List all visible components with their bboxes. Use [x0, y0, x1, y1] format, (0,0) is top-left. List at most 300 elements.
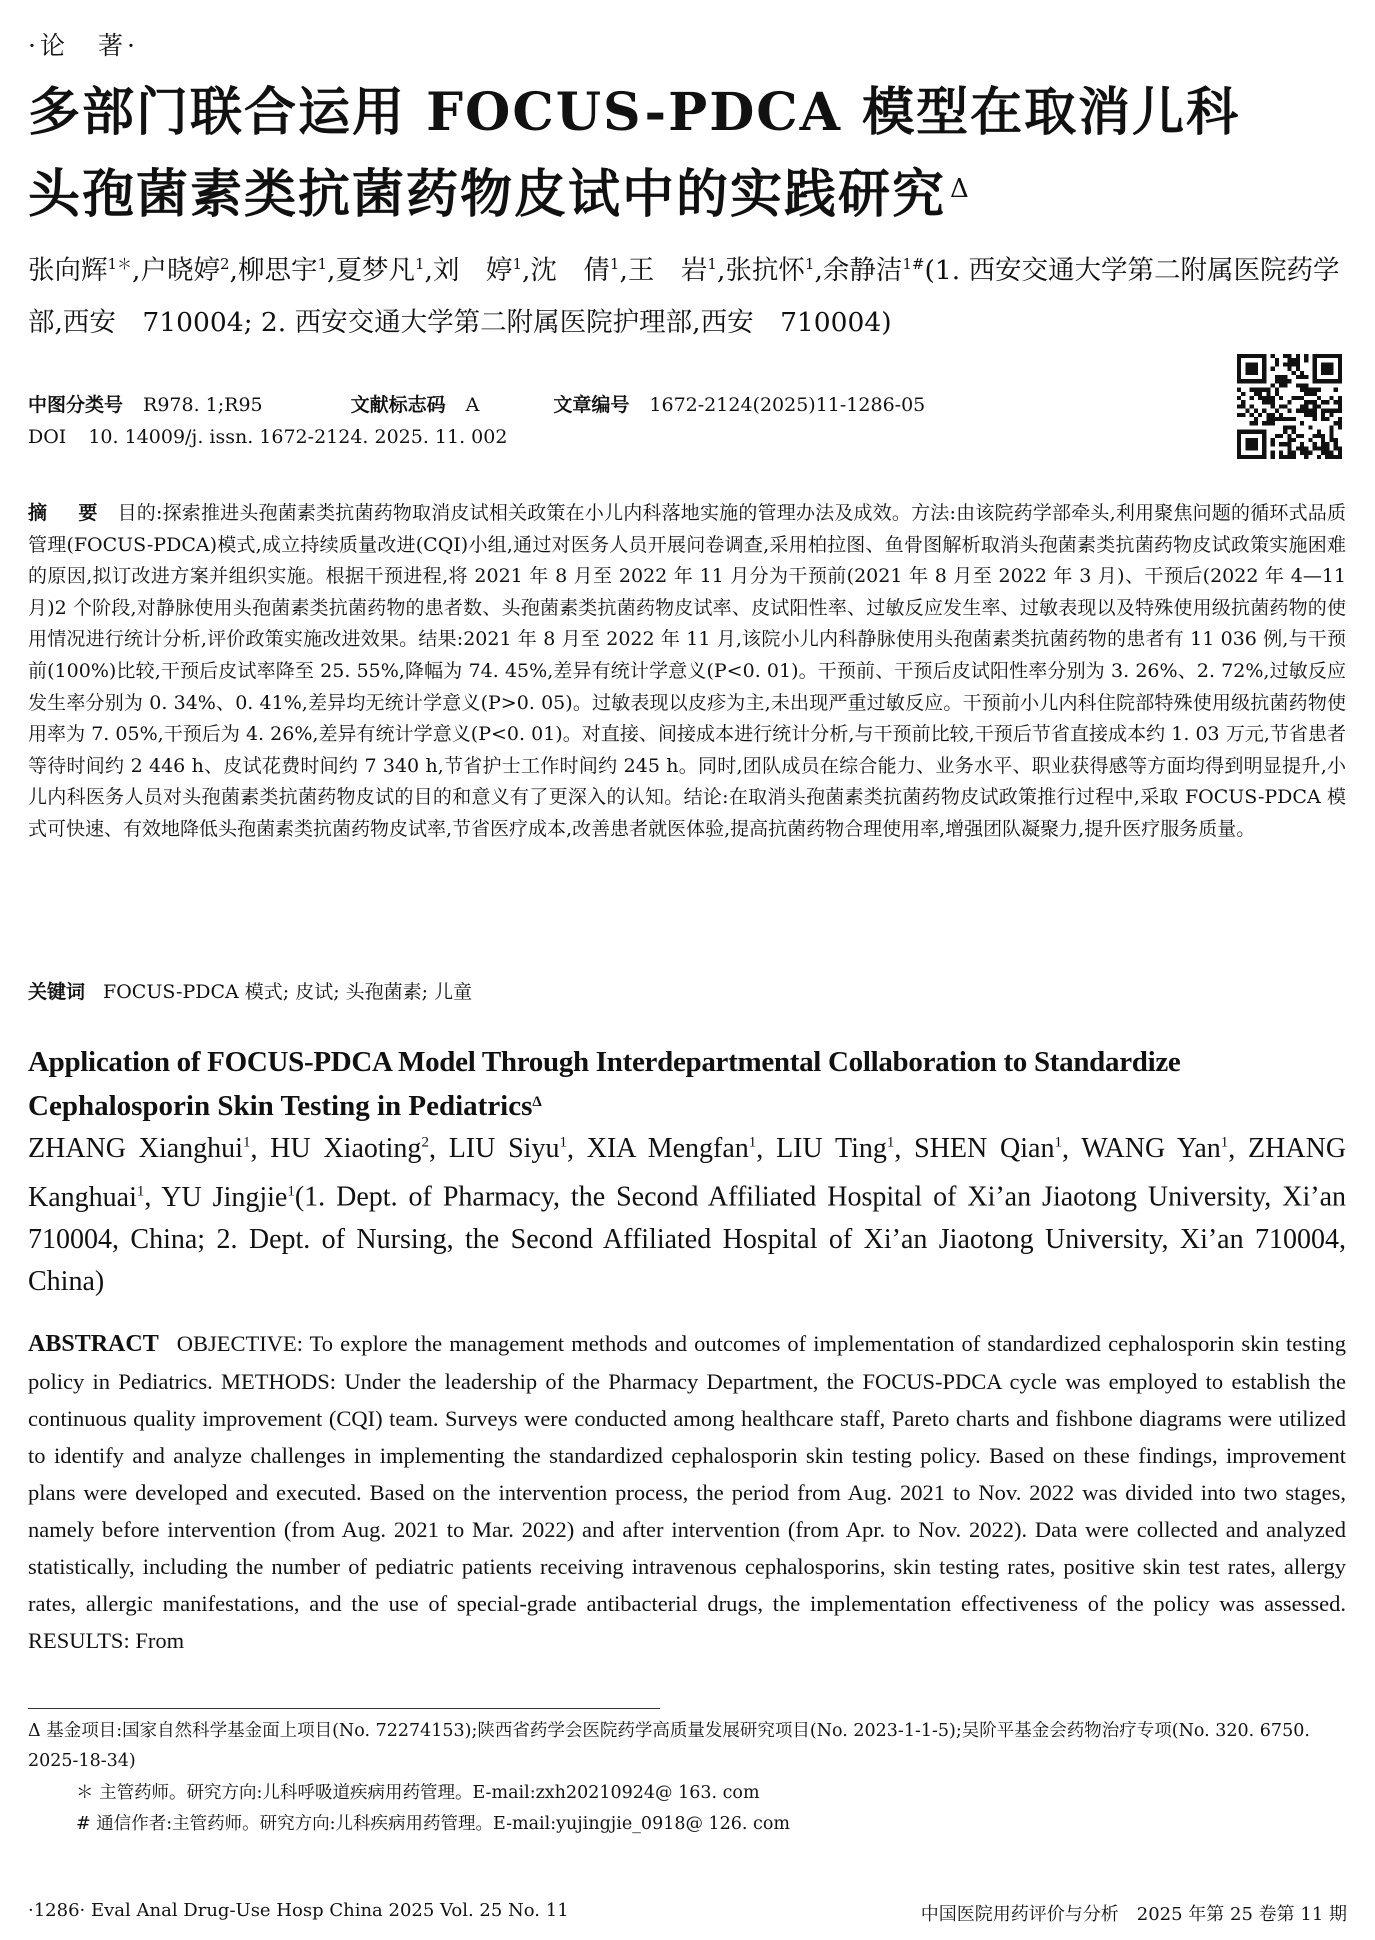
- qr-module: [1283, 417, 1287, 421]
- qr-module: [1313, 434, 1317, 438]
- qr-module: [1296, 434, 1300, 438]
- author-name: 夏梦凡: [335, 254, 415, 286]
- author-sup: 1: [748, 1135, 757, 1151]
- qr-module: [1338, 375, 1342, 379]
- author-name: 张向辉: [28, 254, 108, 286]
- qr-module: [1304, 451, 1308, 455]
- qr-module: [1250, 379, 1254, 383]
- qr-module: [1325, 379, 1329, 383]
- qr-module: [1321, 438, 1325, 442]
- qr-module: [1317, 455, 1321, 459]
- qr-module: [1300, 371, 1304, 375]
- qr-module: [1338, 421, 1342, 425]
- qr-module: [1292, 396, 1296, 400]
- qr-module: [1321, 354, 1325, 358]
- qr-module: [1321, 409, 1325, 413]
- qr-module: [1292, 430, 1296, 434]
- qr-module: [1271, 417, 1275, 421]
- author-en-5: [776, 1133, 894, 1164]
- qr-module: [1266, 400, 1270, 404]
- qr-module: [1254, 409, 1258, 413]
- qr-module: [1237, 358, 1241, 362]
- qr-module: [1279, 442, 1283, 446]
- abstract-en-label: ABSTRACT: [28, 1331, 159, 1357]
- qr-module: [1245, 442, 1249, 446]
- qr-module: [1329, 430, 1333, 434]
- qr-module: [1279, 379, 1283, 383]
- qr-module: [1266, 413, 1270, 417]
- qr-module: [1287, 438, 1291, 442]
- author-name: 余静洁: [822, 254, 903, 286]
- qr-module: [1266, 392, 1270, 396]
- title-cn-line-2: [28, 154, 1348, 236]
- qr-module: [1283, 362, 1287, 366]
- qr-module: [1317, 434, 1321, 438]
- qr-module: [1275, 434, 1279, 438]
- qr-module: [1250, 354, 1254, 358]
- qr-module: [1237, 396, 1241, 400]
- author-cn-1: [28, 255, 132, 286]
- qr-module: [1250, 367, 1254, 371]
- clc-label: 中图分类号: [28, 394, 124, 416]
- qr-module: [1313, 413, 1317, 417]
- qr-module: [1250, 442, 1254, 446]
- page-footer-right: 中国医院用药评价与分析 2025 年第 25 卷第 11 期: [920, 1904, 1347, 1925]
- qr-module: [1325, 442, 1329, 446]
- author-en-1: [28, 1133, 250, 1164]
- qr-module: [1258, 455, 1262, 459]
- qr-module: [1258, 354, 1262, 358]
- qr-module: [1304, 358, 1308, 362]
- author-sup: 1: [559, 1135, 567, 1151]
- qr-module: [1254, 446, 1258, 450]
- author-name: HU Xiaoting: [270, 1133, 422, 1165]
- qr-module: [1271, 354, 1275, 358]
- qr-module: [1304, 375, 1308, 379]
- qr-module: [1329, 425, 1333, 429]
- qr-module: [1287, 409, 1291, 413]
- article-no-label: 文章编号: [553, 394, 630, 416]
- qr-module: [1296, 358, 1300, 362]
- qr-module: [1317, 396, 1321, 400]
- qr-module: [1271, 421, 1275, 425]
- keywords-cn-label: 关键词: [28, 981, 86, 1003]
- qr-module: [1275, 392, 1279, 396]
- qr-module: [1245, 409, 1249, 413]
- qr-module: [1287, 446, 1291, 450]
- qr-module: [1237, 455, 1241, 459]
- qr-module: [1338, 451, 1342, 455]
- qr-module: [1241, 354, 1245, 358]
- author-sup: 1: [707, 255, 717, 273]
- qr-module: [1334, 388, 1338, 392]
- qr-module: [1262, 379, 1266, 383]
- qr-module: [1292, 371, 1296, 375]
- footnote-author1: [28, 1778, 1348, 1808]
- qr-module: [1313, 388, 1317, 392]
- qr-module: [1308, 413, 1312, 417]
- qr-module: [1237, 354, 1241, 358]
- qr-module: [1329, 396, 1333, 400]
- qr-module: [1258, 430, 1262, 434]
- author-name: ZHANG Kanghuai: [28, 1133, 1347, 1213]
- qr-module: [1262, 421, 1266, 425]
- qr-module: [1313, 367, 1317, 371]
- qr-module: [1300, 409, 1304, 413]
- author-sup: 1: [804, 255, 815, 273]
- author-sup: 1: [287, 1183, 295, 1200]
- abstract-en: [28, 1325, 1346, 1659]
- qr-module: [1245, 438, 1249, 442]
- qr-module: [1258, 413, 1262, 417]
- qr-module: [1308, 388, 1312, 392]
- qr-module: [1287, 358, 1291, 362]
- qr-module: [1313, 358, 1317, 362]
- qr-module: [1271, 451, 1275, 455]
- qr-module: [1275, 409, 1279, 413]
- qr-module: [1250, 455, 1254, 459]
- qr-module: [1245, 367, 1249, 371]
- title-en-line-1: Application of FOCUS-PDCA Model Through Interdepartmental Collaboration to Standardize: [28, 1046, 1181, 1078]
- qr-module: [1300, 446, 1304, 450]
- qr-module: [1304, 413, 1308, 417]
- qr-module: [1262, 371, 1266, 375]
- qr-module: [1245, 430, 1249, 434]
- author-en-2: [270, 1133, 429, 1164]
- qr-module: [1271, 383, 1275, 387]
- qr-module: [1250, 371, 1254, 375]
- qr-module: [1334, 442, 1338, 446]
- author-name: 柳思宇: [237, 254, 318, 286]
- qr-module: [1304, 455, 1308, 459]
- qr-module: [1308, 451, 1312, 455]
- qr-module: [1275, 358, 1279, 362]
- qr-module: [1245, 371, 1249, 375]
- qr-module: [1237, 371, 1241, 375]
- qr-module: [1329, 451, 1333, 455]
- qr-module: [1287, 434, 1291, 438]
- qr-module: [1304, 400, 1308, 404]
- meta-row-1: [28, 390, 925, 417]
- qr-module: [1338, 400, 1342, 404]
- author-cn-2: [140, 255, 229, 286]
- author-name: 户晓婷: [140, 254, 220, 286]
- qr-module: [1292, 438, 1296, 442]
- qr-module: [1262, 455, 1266, 459]
- qr-module: [1254, 442, 1258, 446]
- qr-module: [1313, 371, 1317, 375]
- qr-module: [1287, 354, 1291, 358]
- qr-module: [1237, 404, 1241, 408]
- qr-module: [1308, 400, 1312, 404]
- qr-module: [1321, 400, 1325, 404]
- qr-module: [1254, 354, 1258, 358]
- qr-module: [1317, 354, 1321, 358]
- qr-module: [1321, 442, 1325, 446]
- author-sup: 2: [219, 255, 230, 273]
- author-cn-3: [238, 255, 327, 286]
- qr-module: [1283, 425, 1287, 429]
- qr-module: [1308, 438, 1312, 442]
- qr-module: [1287, 417, 1291, 421]
- qr-module: [1292, 362, 1296, 366]
- qr-module: [1271, 438, 1275, 442]
- author-name: 张抗怀: [725, 254, 805, 286]
- qr-module: [1317, 430, 1321, 434]
- qr-module: [1313, 354, 1317, 358]
- qr-module: [1300, 375, 1304, 379]
- qr-module: [1250, 388, 1254, 392]
- qr-module: [1258, 392, 1262, 396]
- qr-module: [1283, 442, 1287, 446]
- qr-module: [1300, 421, 1304, 425]
- qr-module: [1283, 375, 1287, 379]
- qr-module: [1237, 446, 1241, 450]
- qr-module: [1237, 375, 1241, 379]
- qr-module: [1300, 442, 1304, 446]
- qr-module: [1313, 404, 1317, 408]
- qr-module: [1283, 430, 1287, 434]
- qr-module: [1283, 379, 1287, 383]
- funding-mark-en: Δ: [532, 1094, 542, 1110]
- qr-module: [1275, 362, 1279, 366]
- qr-module: [1237, 434, 1241, 438]
- qr-module: [1241, 430, 1245, 434]
- author-name: 刘 婷: [432, 254, 513, 286]
- qr-module: [1329, 434, 1333, 438]
- qr-module: [1287, 362, 1291, 366]
- qr-module: [1308, 425, 1312, 429]
- qr-module: [1262, 396, 1266, 400]
- qr-module: [1237, 379, 1241, 383]
- qr-module: [1250, 404, 1254, 408]
- keywords-cn-text: FOCUS-PDCA 模式; 皮试; 头孢菌素; 儿童: [103, 981, 473, 1003]
- qr-module: [1304, 383, 1308, 387]
- author-name: WANG Yan: [1081, 1133, 1221, 1165]
- qr-module: [1287, 425, 1291, 429]
- qr-module: [1275, 379, 1279, 383]
- qr-module: [1338, 446, 1342, 450]
- qr-module: [1245, 379, 1249, 383]
- qr-module: [1296, 354, 1300, 358]
- qr-module: [1254, 379, 1258, 383]
- authors-cn: 张向辉$^{1*}$,户晓婷$^2$,柳思宇$^1$,夏梦凡$^1$,刘 婷$^1$,沈 倩$^1$,王 岩$^1$,张抗怀$^1$,余静洁$^{1\#}$(1. 西安交通大学第二附属医院药学部,西安 710004; 2. 西安交通大学第二附属医院护理部,西安 710004): [28, 254, 1340, 338]
- qr-module: [1283, 455, 1287, 459]
- footnote-fund: Δ 基金项目:国家自然科学基金面上项目(No. 72274153);陕西省药学会医院药学高质量发展研究项目(No. 2023-1-1-5);吴阶平基金会药物治疗专项(No. 320. 6750. 2025-18-34): [28, 1721, 1310, 1771]
- author-sup: 1: [1220, 1135, 1229, 1151]
- qr-module: [1258, 388, 1262, 392]
- qr-module: [1304, 404, 1308, 408]
- page-footer-left: ·1286· Eval Anal Drug-Use Hosp China 2025 Vol. 25 No. 11: [28, 1900, 569, 1921]
- qr-module: [1262, 362, 1266, 366]
- author-cn-5: [433, 255, 522, 286]
- qr-module: [1296, 375, 1300, 379]
- qr-module: [1271, 455, 1275, 459]
- qr-module: [1338, 396, 1342, 400]
- qr-module: [1292, 417, 1296, 421]
- qr-module: [1237, 413, 1241, 417]
- qr-module: [1279, 383, 1283, 387]
- qr-module: [1321, 413, 1325, 417]
- qr-module: [1313, 392, 1317, 396]
- qr-module: [1254, 392, 1258, 396]
- qr-module: [1258, 396, 1262, 400]
- qr-module: [1258, 379, 1262, 383]
- qr-module: [1279, 455, 1283, 459]
- qr-module: [1262, 438, 1266, 442]
- qr-module: [1254, 455, 1258, 459]
- author-en-9: [161, 1182, 295, 1213]
- qr-module: [1325, 400, 1329, 404]
- qr-module: [1283, 383, 1287, 387]
- qr-module: [1254, 430, 1258, 434]
- qr-module: [1338, 367, 1342, 371]
- qr-module: [1250, 421, 1254, 425]
- qr-module: [1296, 396, 1300, 400]
- qr-module: [1275, 375, 1279, 379]
- qr-module: [1241, 455, 1245, 459]
- footnote-divider: [28, 1708, 660, 1709]
- author-sup: 1: [414, 255, 425, 273]
- qr-module: [1245, 446, 1249, 450]
- qr-module: [1325, 446, 1329, 450]
- qr-module: [1300, 434, 1304, 438]
- doi-value: 10. 14009/j. issn. 1672-2124. 2025. 11. 002: [88, 426, 508, 448]
- qr-module: [1266, 388, 1270, 392]
- qr-module: [1279, 434, 1283, 438]
- qr-module: [1237, 367, 1241, 371]
- qr-module: [1338, 409, 1342, 413]
- qr-module: [1266, 421, 1270, 425]
- qr-module: [1304, 409, 1308, 413]
- qr-module: [1329, 413, 1333, 417]
- qr-module: [1334, 438, 1338, 442]
- qr-module: [1250, 430, 1254, 434]
- qr-module: [1308, 392, 1312, 396]
- article-title-cn: [28, 72, 1348, 236]
- author-name: XIA Mengfan: [586, 1133, 749, 1165]
- qr-module: [1241, 413, 1245, 417]
- doi-label: DOI: [28, 426, 67, 448]
- qr-module: [1292, 451, 1296, 455]
- footnote-corresponding-text: # 通信作者:主管药师。研究方向:儿科疾病用药管理。E-mail:yujingjie_0918@ 126. com: [76, 1814, 790, 1834]
- qr-module: [1313, 446, 1317, 450]
- title-en-line-2: Cephalosporin Skin Testing in Pediatrics: [28, 1090, 533, 1122]
- author-en-6: [914, 1133, 1062, 1164]
- qr-module: [1275, 417, 1279, 421]
- author-sup: 1: [242, 1135, 251, 1151]
- qr-module: [1254, 421, 1258, 425]
- qr-module: [1325, 371, 1329, 375]
- abstract-cn-label: 摘 要: [28, 502, 104, 524]
- qr-module: [1321, 367, 1325, 371]
- qr-module: [1254, 367, 1258, 371]
- qr-module: [1338, 362, 1342, 366]
- qr-module: [1338, 358, 1342, 362]
- qr-module: [1262, 400, 1266, 404]
- qr-module: [1241, 379, 1245, 383]
- abstract-cn-text: 目的:探索推进头孢菌素类抗菌药物取消皮试相关政策在小儿内科落地实施的管理办法及成效。方法:由该院药学部牵头,利用聚焦问题的循环式品质管理(FOCUS-PDCA)模式,成立持续质量改进(CQI)小组,通过对医务人员开展问卷调查,采用柏拉图、鱼骨图解析取消头孢菌素类抗菌药物皮试政策实施困难的原因,拟订改进方案并组织实施。根据干预进程,将 2021 年 8 月至 2022 年 11 月分为干预前(2021 年 8 月至 2022 年 3 月)、干预后(2022 年 4—11 月)2 个阶段,对静脉使用头孢菌素类抗菌药物的患者数、头孢菌素类抗菌药物皮试率、皮试阳性率、过敏反应发生率、过敏表现以及特殊使用级抗菌药物的使用情况进行统计分析,评价政策实施改进效果。结果:2021 年 8 月至 2022 年 11 月,该院小儿内科静脉使用头孢菌素类抗菌药物的患者有 11 036 例,与干预前(100%)比较,干预后皮试率降至 25. 55%,降幅为 74. 45%,差异有统计学意义(P<0. 01)。干预前、干预后皮试阳性率分别为 3. 26%、2. 72%,过敏反应发生率分别为 0. 34%、0. 41%,差异均无统计学意义(P>0. 05)。过敏表现以皮疹为主,未出现严重过敏反应。干预前小儿内科住院部特殊使用级抗菌药物使用率为 7. 05%,干预后为 4. 26%,差异有统计学意义(P<0. 01)。对直接、间接成本进行统计分析,与干预前比较,干预后节省直接成本约 1. 03 万元,节省患者等待时间约 2 446 h、皮试花费时间约 7 340 h,节省护士工作时间约 245 h。同时,团队成员在综合能力、业务水平、职业获得感等方面均得到明显提升,小儿内科医务人员对头孢菌素类抗菌药物皮试的目的和意义有了更深入的认知。结论:在取消头孢菌素类抗菌药物皮试政策推行过程中,采取 FOCUS-PDCA 模式可快速、有效地降低头孢菌素类抗菌药物皮试率,节省医疗成本,改善患者就医体验,提高抗菌药物合理使用率,增强团队凝聚力,提升医疗服务质量。: [28, 502, 1346, 840]
- qr-module: [1279, 375, 1283, 379]
- author-name: LIU Siyu: [448, 1133, 560, 1165]
- author-name: LIU Ting: [776, 1133, 887, 1165]
- abstract-en-text: OBJECTIVE: To explore the management methods and outcomes of implementation of standardized cephalosporin skin testing policy in Pediatrics. METHODS: Under the leadership of the Pharmacy Department, the FOCUS-PDCA cycle was employed to establish the continuous quality improvement (CQI) team. Surveys were conducted among healthcare staff, Pareto charts and fishbone diagrams were utilized to identify and analyze challenges in implementing the standardized cephalosporin skin testing policy. Based on these findings, improvement plans were developed and executed. Based on the intervention process, the period from Aug. 2021 to Nov. 2022 was divided into two stages, namely before intervention (from Aug. 2021 to Mar. 2022) and after intervention (from Apr. to Nov. 2022). Data were collected and analyzed statistically, including the number of pediatric patients receiving intravenous cephalosporins, skin testing rates, positive skin test rates, allergy rates, allergic manifestations, and the use of special-grade antibacterial drugs, the implementation effectiveness of the policy was assessed. RESULTS: From: [28, 1331, 1346, 1653]
- qr-module: [1325, 451, 1329, 455]
- qr-module: [1262, 434, 1266, 438]
- qr-module: [1250, 396, 1254, 400]
- qr-module: [1321, 371, 1325, 375]
- qr-module: [1334, 400, 1338, 404]
- qr-module: [1317, 379, 1321, 383]
- author-sup: 1: [886, 1135, 895, 1151]
- qr-module: [1321, 446, 1325, 450]
- qr-module: [1271, 404, 1275, 408]
- qr-module: [1296, 367, 1300, 371]
- qr-module: [1325, 409, 1329, 413]
- author-sup: 1#: [902, 255, 925, 273]
- qr-module: [1250, 413, 1254, 417]
- qr-module: [1313, 400, 1317, 404]
- qr-module: [1262, 442, 1266, 446]
- qr-module: [1237, 430, 1241, 434]
- qr-module: [1237, 442, 1241, 446]
- qr-module: [1283, 354, 1287, 358]
- authors-en: ZHANG Xianghui$^1$, HU Xiaoting$^2$, LIU Siyu$^1$, XIA Mengfan$^1$, LIU Ting$^1$, SHEN Qian$^1$, WANG Yan$^1$, ZHANG Kanghuai$^1$, YU Jingjie$^1$(1. Dept. of Pharmacy, the Second Affiliated Hospital of Xi’an Jiaotong University, Xi’an 710004, China; 2. Dept. of Nursing, the Second Affiliated Hospital of Xi’an Jiaotong University, Xi’an 710004, China): [28, 1133, 1347, 1297]
- qr-module: [1245, 455, 1249, 459]
- author-cn-9: [823, 255, 925, 286]
- qr-module: [1321, 434, 1325, 438]
- qr-module: [1304, 388, 1308, 392]
- author-cn-4: [335, 255, 424, 286]
- author-sup: 1: [136, 1183, 145, 1200]
- qr-module: [1334, 421, 1338, 425]
- qr-module: [1287, 379, 1291, 383]
- affiliation-cn: (1. 西安交通大学第二附属医院药学部,西安 710004; 2. 西安交通大学第二附属医院护理部,西安 710004): [28, 254, 1340, 338]
- qr-module: [1250, 446, 1254, 450]
- qr-module: [1317, 446, 1321, 450]
- qr-module: [1300, 451, 1304, 455]
- qr-module: [1279, 396, 1283, 400]
- qr-module: [1275, 388, 1279, 392]
- footnote-corresponding: [28, 1809, 1348, 1839]
- qr-module: [1250, 438, 1254, 442]
- article-title-en: [28, 1040, 1348, 1128]
- qr-module: [1287, 442, 1291, 446]
- author-sup: 1: [512, 255, 522, 273]
- qr-module: [1334, 354, 1338, 358]
- qr-module: [1300, 383, 1304, 387]
- qr-module: [1245, 362, 1249, 366]
- qr-module: [1321, 379, 1325, 383]
- qr-module: [1313, 362, 1317, 366]
- qr-module: [1262, 451, 1266, 455]
- qr-module: [1271, 400, 1275, 404]
- qr-module: [1317, 404, 1321, 408]
- qr-module: [1287, 367, 1291, 371]
- author-sup: 2: [421, 1135, 429, 1151]
- qr-module: [1262, 409, 1266, 413]
- qr-module: [1329, 379, 1333, 383]
- qr-module: [1338, 425, 1342, 429]
- qr-module: [1237, 451, 1241, 455]
- qr-module: [1300, 404, 1304, 408]
- qr-module: [1325, 354, 1329, 358]
- qr-module: [1329, 409, 1333, 413]
- qr-module: [1241, 400, 1245, 404]
- qr-module: [1237, 438, 1241, 442]
- qr-module: [1296, 446, 1300, 450]
- keywords-cn: [28, 977, 472, 1004]
